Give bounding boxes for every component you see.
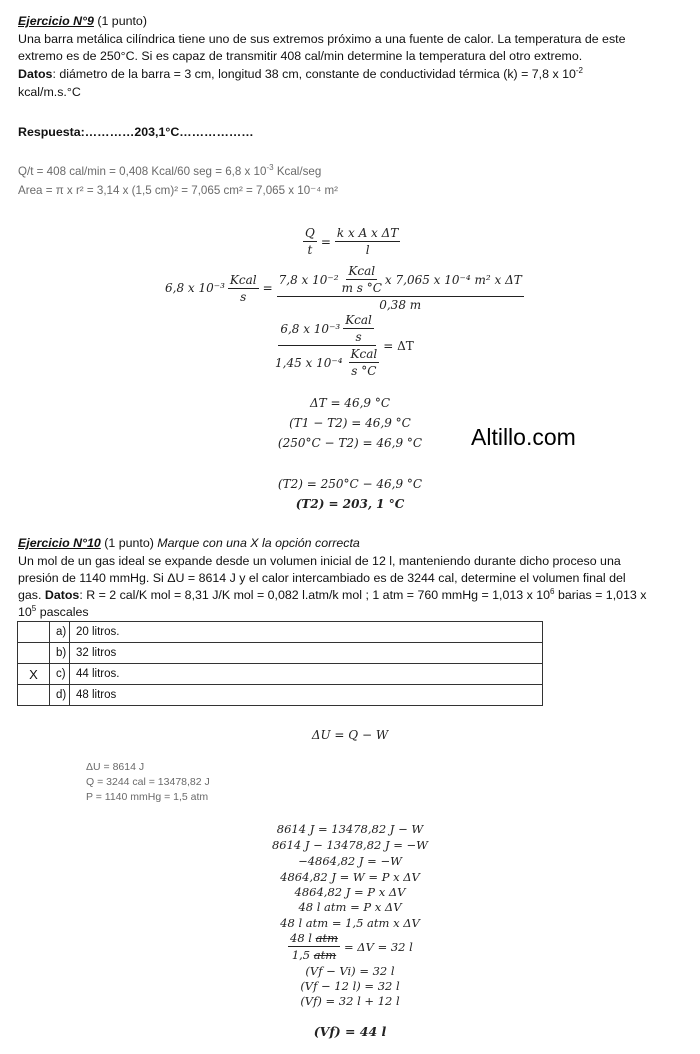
ex10-datos-line-2: [18, 604, 89, 622]
ex9-points: (1 punto): [93, 14, 147, 28]
eq-term: 6,8 x 10⁻³: [280, 321, 341, 336]
ex10-datos-unit: pascales: [36, 605, 89, 619]
frac-den: t: [307, 243, 313, 257]
ex9-datos-units: kcal/m.s.°C: [18, 85, 81, 99]
ex9-eq-solve: [275, 313, 414, 378]
frac-den: l: [365, 243, 370, 257]
ex9-eq-fourier-rhs: [335, 226, 400, 257]
option-mark[interactable]: X: [18, 664, 50, 685]
option-text: 48 litros: [70, 685, 543, 706]
ex10-datos-line: [18, 587, 646, 605]
frac-num: [278, 313, 376, 346]
ex9-eq-fourier: $\frac{Q}{t}$ = $\frac{\text{k x A x ΔT}}{l}$: [305, 226, 399, 257]
ex9-heading: Ejercicio N°9: [18, 14, 94, 28]
ex9-statement-1: Una barra metálica cilíndrica tiene uno de sus extremos próximo a una fuente de calor. La temperatura de este: [18, 32, 626, 46]
frac-den: [275, 346, 379, 378]
ex10-eq-first-law: ΔU = Q − W: [311, 728, 389, 742]
ex10-final-answer: (Vf) = 44 l: [313, 1024, 387, 1039]
ex10-instruction: Marque con una X la opción correcta: [157, 536, 360, 550]
eq-term: 1,5: [291, 948, 314, 962]
watermark-text: Altillo.com: [471, 424, 576, 450]
eq-term: 48 l: [290, 931, 316, 945]
ex10-step-9: (Vf − Vi) = 32 l: [305, 964, 395, 978]
ex10-datos-label: Datos: [44, 588, 80, 602]
ex10-data-q: Q = 3244 cal = 13478,82 J: [86, 776, 210, 788]
ex9-eq-solve-frac: [275, 313, 379, 378]
cancelled-unit: atm: [315, 931, 339, 945]
ex10-statement-2: presión de 1140 mmHg. Si ΔU = 8614 J y el calor intercambiado es de 3244 cal, determine el volumen final del: [18, 571, 626, 585]
ex10-datos-tail: barias = 1,013 x: [554, 588, 647, 602]
frac-den: [292, 947, 336, 962]
frac-num: Kcal: [350, 347, 378, 361]
ex10-step-8-frac: [288, 931, 340, 962]
eq-term: x 7,065 x 10⁻⁴ m² x ΔT: [384, 272, 522, 287]
ex9-calc-flow: [18, 164, 321, 180]
ex9-datos-line: [18, 66, 583, 84]
option-letter: c): [50, 664, 70, 685]
ex9-result-final: (T2) = 203, 1 °C: [295, 497, 405, 511]
ex10-datos-text: : R = 2 cal/K mol = 8,31 J/K mol = 0,082 l.atm/k mol ; 1 atm = 760 mmHg = 1,013 x 10: [79, 588, 551, 602]
ex10-step-8: [288, 931, 413, 962]
ex9-calc-flow-a: Q/t = 408 cal/min = 0,408 Kcal/60 seg = 6,8 x 10: [18, 165, 267, 178]
ex10-step-2: 8614 J − 13478,82 J = −W: [271, 838, 429, 852]
ex10-datos-exp: 6: [550, 586, 555, 596]
ex9-calc-area: Area = π x r² = 3,14 x (1,5 cm)² = 7,065 cm² = 7,065 x 10⁻⁴ m²: [18, 184, 339, 197]
option-letter: d): [50, 685, 70, 706]
unit-fraction: [228, 273, 259, 304]
frac-den: s °C: [351, 364, 377, 378]
ex9-statement-2: extremo es de 250°C. Si es capaz de transmitir 408 cal/min determine la temperatura del otro extremo.: [18, 49, 583, 63]
ex10-step-3: −4864,82 J = −W: [298, 854, 402, 868]
ex9-answer: Respuesta:…………203,1°C………………: [18, 125, 254, 139]
eq-term: = ΔV = 32 l: [344, 939, 413, 954]
ex9-result-3: (250°C − T2) = 46,9 °C: [277, 436, 423, 450]
ex9-result-4: (T2) = 250°C − 46,9 °C: [277, 477, 423, 491]
ex10-step-10: (Vf − 12 l) = 32 l: [300, 979, 400, 993]
ex10-datos-prefix: gas.: [18, 588, 45, 602]
ex10-step-1: 8614 J = 13478,82 J − W: [276, 822, 424, 836]
ex9-calc-flow-b: Kcal/seg: [273, 165, 322, 178]
frac-num: k x A x ΔT: [336, 226, 399, 240]
ex10-title-line: [18, 535, 360, 553]
ex10-heading: Ejercicio N°10: [18, 536, 101, 550]
option-letter: b): [50, 643, 70, 664]
ex10-step-5: 4864,82 J = P x ΔV: [294, 885, 406, 899]
ex9-datos-exp: -2: [575, 65, 583, 75]
ex10-step-11: (Vf) = 32 l + 12 l: [300, 994, 400, 1008]
ex9-eq-substituted-rhs: [277, 264, 524, 312]
frac-num: [288, 931, 340, 947]
option-text: 44 litros.: [70, 664, 543, 685]
frac-num: Q: [305, 226, 315, 240]
ex10-step-6: 48 l atm = P x ΔV: [298, 900, 402, 914]
eq-term: 1,45 x 10⁻⁴: [275, 355, 343, 370]
frac-den: s: [240, 289, 247, 304]
frac-den: 0,38 m: [379, 298, 422, 312]
option-row-c[interactable]: [18, 664, 543, 685]
option-mark[interactable]: [18, 685, 50, 706]
eq-term: = ΔT: [383, 338, 414, 353]
unit-fraction: [342, 264, 382, 295]
frac-num: Kcal: [348, 264, 376, 278]
frac-num: Kcal: [345, 313, 372, 327]
ex10-data-du: ΔU = 8614 J: [86, 761, 145, 773]
unit-fraction: [349, 347, 380, 378]
ex9-result-1: ΔT = 46,9 °C: [309, 396, 391, 410]
ex10-statement-1: Un mol de un gas ideal se expande desde un volumen inicial de 12 l, manteniendo durante dicho proceso una: [18, 554, 621, 568]
ex9-datos-label: Datos: [18, 67, 53, 81]
eq-term: 7,8 x 10⁻²: [278, 272, 339, 287]
ex9-calc-flow-exp: -3: [266, 163, 274, 173]
frac-num: Kcal: [229, 272, 257, 287]
option-row-b[interactable]: [18, 643, 543, 664]
option-row-d[interactable]: [18, 685, 543, 706]
frac-den: s: [355, 330, 362, 344]
option-text: 20 litros.: [70, 622, 543, 643]
ex10-datos-base: 10: [18, 605, 32, 619]
eq-term: 6,8 x 10⁻³: [165, 281, 225, 295]
ex10-options-table: [17, 621, 543, 706]
ex9-result-2: (T1 − T2) = 46,9 °C: [289, 416, 411, 430]
frac-num: [277, 264, 524, 297]
ex9-eq-substituted: 6,8 x 10⁻³ $\frac{\text{Kcal}}{s}$ = 7,8 x 10⁻² $\frac{\text{Kcal}}{\text{m s °C}}$ x 7,065 x 10⁻⁴ m² x ΔT 0,38 m: [165, 264, 522, 312]
ex10-datos-exp-2: 5: [31, 603, 37, 613]
option-letter: a): [50, 622, 70, 643]
ex9-title-line: [18, 13, 147, 31]
ex10-step-4: 4864,82 J = W = P x ΔV: [280, 870, 420, 884]
option-mark[interactable]: [18, 622, 50, 643]
option-row-a[interactable]: [18, 622, 543, 643]
option-text: 32 litros: [70, 643, 543, 664]
ex10-step-7: 48 l atm = 1,5 atm x ΔV: [280, 916, 420, 930]
frac-den: m s °C: [341, 281, 382, 295]
option-mark[interactable]: [18, 643, 50, 664]
ex10-data-p: P = 1140 mmHg = 1,5 atm: [86, 791, 209, 803]
ex10-points: (1 punto): [100, 536, 158, 550]
cancelled-unit: atm: [313, 948, 337, 962]
ex9-datos-text: : diámetro de la barra = 3 cm, longitud 38 cm, constante de conductividad térmica (k) = 7,8 x 10: [52, 67, 576, 81]
ex9-eq-fourier-lhs: [303, 226, 317, 257]
unit-fraction: [343, 313, 374, 344]
